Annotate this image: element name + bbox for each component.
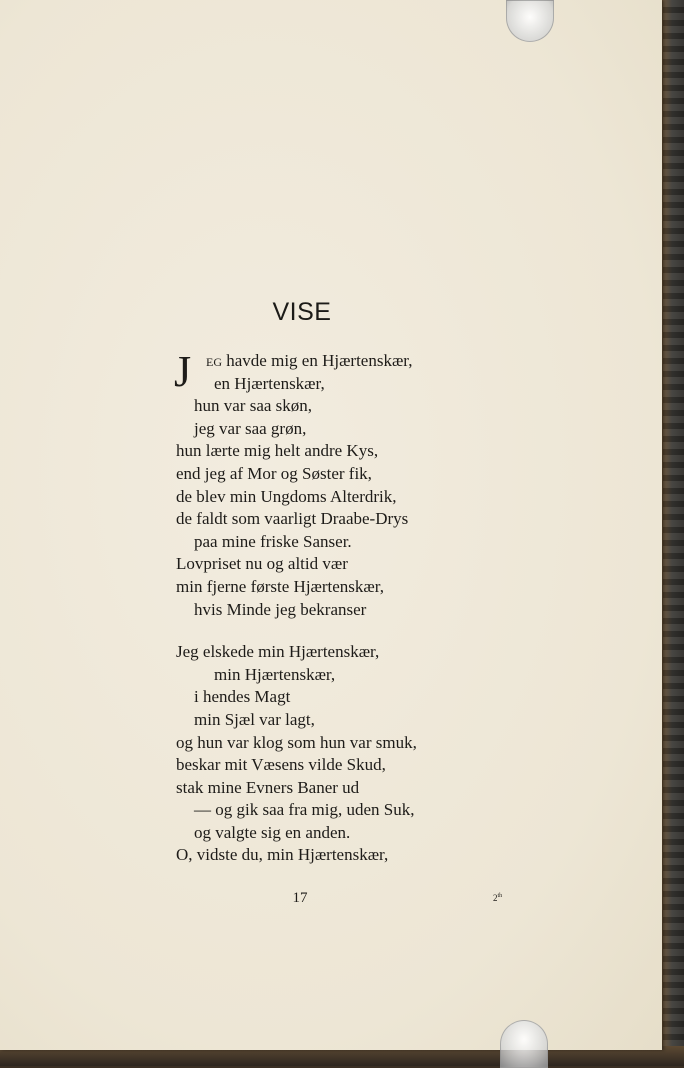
poem-line: min Sjæl var lagt,	[194, 709, 315, 729]
signature-mark: 2th	[493, 893, 503, 903]
poem-line: Jeg elskede min Hjærtenskær,	[176, 642, 380, 662]
poem-line: og hun var klog som hun var smuk,	[176, 732, 417, 752]
poem-line: O, vidste du, min Hjærtenskær,	[176, 845, 389, 865]
poem-line: de blev min Ungdoms Alterdrik,	[176, 486, 397, 506]
poem-line: stak mine Evners Baner ud	[176, 777, 360, 797]
poem-line: jeg var saa grøn,	[194, 418, 307, 438]
poem-line: end jeg af Mor og Søster fik,	[176, 463, 372, 483]
poem-line: i hendes Magt	[194, 687, 291, 707]
poem-line: paa mine friske Sanser.	[194, 531, 352, 551]
poem-line: hun var saa skøn,	[194, 396, 313, 416]
stanza-gap	[176, 621, 476, 641]
poem-line: min Hjærtenskær,	[214, 664, 336, 684]
poem-title: VISE	[272, 298, 332, 326]
poem-line: min fjerne første Hjærtenskær,	[176, 576, 384, 596]
poem-line: og valgte sig en anden.	[194, 822, 351, 842]
poem-line: — og gik saa fra mig, uden Suk,	[194, 800, 415, 820]
page-number: 17	[292, 890, 308, 906]
poem-line-1: EG havde mig en Hjærtenskær,	[206, 351, 413, 370]
poem-line: beskar mit Væsens vilde Skud,	[176, 755, 386, 775]
poem-line: hun lærte mig helt andre Kys,	[176, 441, 379, 461]
page-clip-bottom	[500, 1020, 548, 1068]
poem-line: en Hjærtenskær,	[214, 373, 325, 393]
drop-cap: J	[174, 347, 192, 396]
poem-line: hvis Minde jeg bekranser	[194, 599, 367, 619]
poem-line: de faldt som vaarligt Draabe-Drys	[176, 509, 409, 529]
poem-body	[174, 347, 476, 867]
poem-line: Lovpriset nu og altid vær	[176, 554, 348, 574]
